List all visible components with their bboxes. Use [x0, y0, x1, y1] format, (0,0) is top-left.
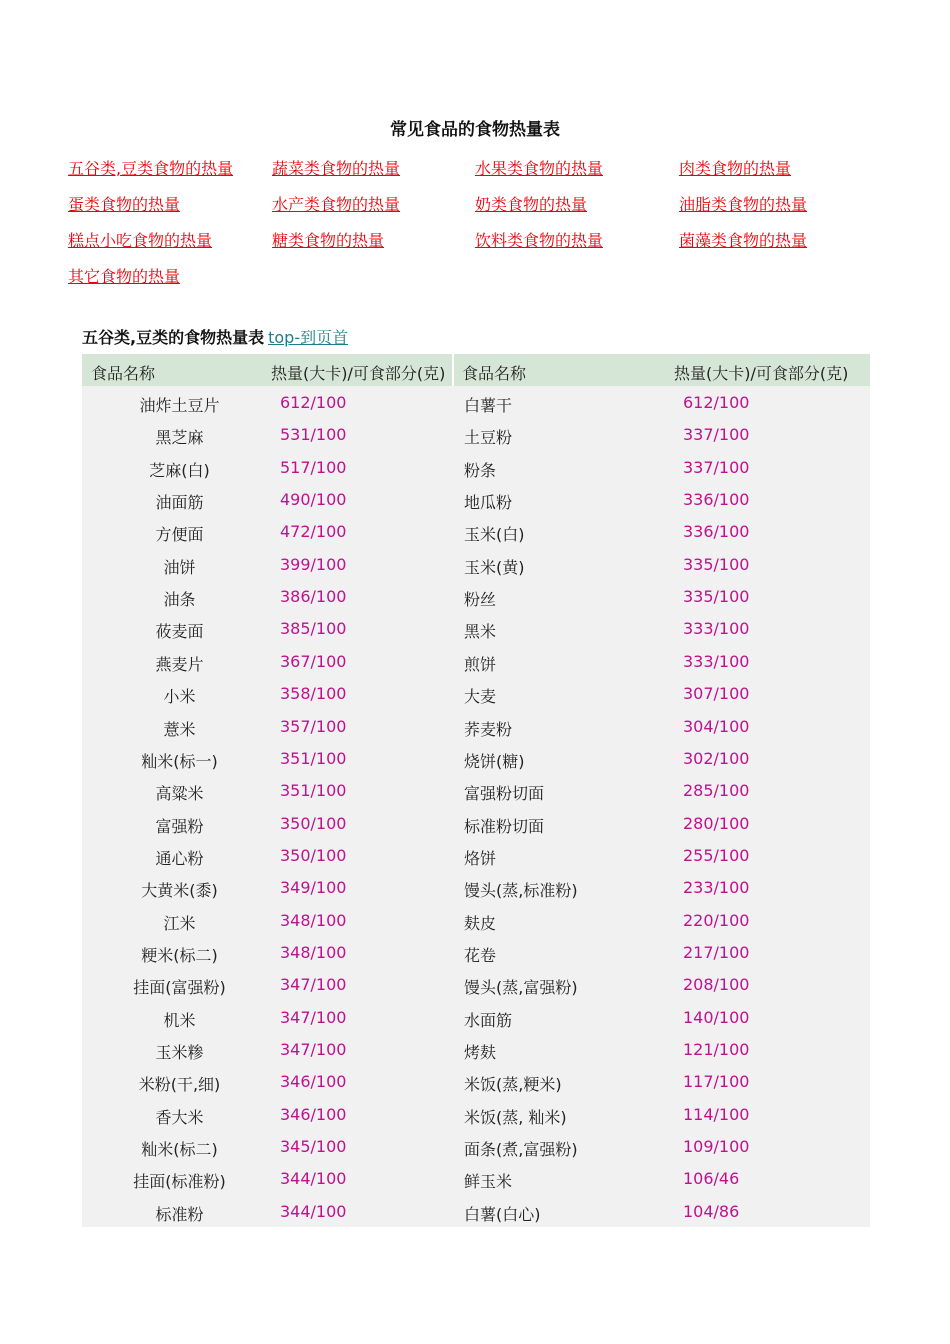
table-row: [82, 1099, 870, 1131]
calories-right: 121/100: [683, 1040, 750, 1059]
nav-link-fruits[interactable]: 水果类食物的热量: [475, 159, 604, 178]
food-name-left: 粳米(标二): [141, 945, 218, 965]
food-name-right: 白薯干: [464, 396, 513, 415]
table-header: [82, 354, 870, 386]
nav-link-others[interactable]: 其它食物的热量: [68, 267, 181, 286]
food-name-left: 油条: [163, 590, 196, 610]
food-name-right: 馒头(蒸,标准粉): [464, 881, 578, 901]
header-calories-right: 热量(大卡)/可食部分(克): [674, 364, 849, 383]
table-row: [82, 711, 870, 743]
food-name-left: 大黄米(黍): [141, 881, 218, 901]
table-row: [82, 484, 870, 516]
nav-link-oils[interactable]: 油脂类食物的热量: [679, 195, 808, 214]
food-name-left: 油饼: [163, 557, 196, 577]
table-row: [82, 581, 870, 613]
nav-link-meats[interactable]: 肉类食物的热量: [679, 159, 792, 178]
food-name-right: 粉条: [464, 460, 497, 480]
header-food-name-right: 食品名称: [462, 364, 527, 383]
table-row: [82, 613, 870, 645]
food-name-left: 通心粉: [155, 848, 204, 868]
food-name-right: 玉米(白): [464, 525, 525, 545]
calories-left: 349/100: [280, 878, 347, 898]
calories-left: 344/100: [280, 1201, 347, 1221]
food-name-left: 薏米: [163, 719, 196, 739]
food-name-left: 籼米(标一): [141, 751, 218, 771]
table-row: [82, 387, 870, 419]
calories-right: 337/100: [683, 425, 750, 445]
calories-left: 472/100: [280, 522, 347, 542]
calories-right: 304/100: [683, 716, 750, 736]
calories-right: 302/100: [683, 748, 750, 768]
calories-left: 350/100: [280, 845, 347, 865]
page-title: 常见食品的食物热量表: [390, 120, 560, 140]
food-name-left: 小米: [163, 687, 196, 707]
table-row: [82, 743, 870, 775]
nav-link-eggs[interactable]: 蛋类食物的热量: [68, 195, 181, 214]
nav-link-snacks[interactable]: 糕点小吃食物的热量: [68, 231, 213, 250]
nav-link-fungi-algae[interactable]: 菌藻类食物的热量: [679, 231, 808, 250]
food-name-right: 馒头(蒸,富强粉): [464, 978, 578, 998]
nav-link-drinks[interactable]: 饮料类食物的热量: [475, 231, 604, 250]
table-row: [82, 1131, 870, 1163]
food-name-right: 麸皮: [464, 913, 497, 933]
food-name-right: 黑米: [464, 622, 497, 642]
food-name-right: 米饭(蒸, 籼米): [464, 1107, 567, 1127]
section-title: 五谷类,豆类的食物热量表: [82, 328, 265, 347]
table-row: [82, 937, 870, 969]
food-name-left: 籼米(标二): [141, 1140, 218, 1160]
calories-left: 385/100: [280, 619, 347, 639]
table-row: [82, 1066, 870, 1098]
table-row: [82, 419, 870, 451]
calories-left: 357/100: [280, 716, 347, 736]
calories-right: 140/100: [683, 1007, 750, 1027]
food-name-left: 米粉(干,细): [138, 1075, 221, 1095]
calories-left: 348/100: [280, 942, 347, 962]
header-calories-left: 热量(大卡)/可食部分(克): [271, 364, 446, 383]
food-name-right: 白薯(白心): [464, 1204, 541, 1224]
food-name-left: 挂面(标准粉): [133, 1172, 226, 1192]
food-name-right: 玉米(黄): [464, 557, 525, 577]
calories-left: 517/100: [280, 457, 347, 477]
food-name-left: 莜麦面: [155, 622, 204, 642]
table-row: [82, 969, 870, 1001]
food-name-right: 土豆粉: [464, 428, 513, 448]
nav-link-dairy[interactable]: 奶类食物的热量: [475, 195, 588, 214]
calories-left: 347/100: [280, 1007, 347, 1027]
food-name-right: 荞麦粉: [464, 719, 513, 739]
calories-right: 109/100: [683, 1137, 750, 1157]
calories-left: 351/100: [280, 781, 347, 801]
table-row: [82, 775, 870, 807]
calories-right: 285/100: [683, 781, 750, 801]
table-row: [82, 452, 870, 484]
top-link[interactable]: top-到页首: [268, 328, 349, 347]
food-name-right: 鲜玉米: [464, 1172, 513, 1192]
calories-left: 350/100: [280, 813, 347, 833]
calories-right: 612/100: [683, 393, 750, 412]
food-name-right: 粉丝: [464, 590, 497, 610]
calories-right: 233/100: [683, 878, 750, 898]
calories-left: 345/100: [280, 1137, 347, 1157]
nav-link-seafood[interactable]: 水产类食物的热量: [272, 195, 401, 214]
calories-left: 531/100: [280, 425, 347, 445]
food-name-right: 大麦: [464, 687, 497, 707]
food-name-left: 富强粉: [155, 816, 204, 836]
calories-left: 346/100: [280, 1072, 347, 1092]
food-name-right: 地瓜粉: [464, 493, 513, 513]
calories-left: 386/100: [280, 587, 347, 607]
calories-right: 217/100: [683, 942, 750, 962]
calories-left: 351/100: [280, 748, 347, 768]
calories-right: 333/100: [683, 619, 750, 639]
calories-left: 347/100: [280, 1040, 347, 1059]
food-name-right: 花卷: [464, 945, 497, 965]
food-name-left: 挂面(富强粉): [133, 978, 226, 998]
food-name-right: 烧饼(糖): [464, 751, 525, 771]
table-row: [82, 872, 870, 904]
table-row: [82, 1034, 870, 1066]
calories-right: 220/100: [683, 910, 750, 930]
food-name-left: 玉米糁: [155, 1043, 204, 1062]
food-name-right: 煎饼: [464, 654, 497, 674]
calories-left: 348/100: [280, 910, 347, 930]
calories-right: 208/100: [683, 975, 750, 995]
table-row: [82, 1163, 870, 1195]
calories-right: 335/100: [683, 587, 750, 607]
calories-right: 114/100: [683, 1104, 750, 1124]
calories-left: 346/100: [280, 1104, 347, 1124]
calories-left: 399/100: [280, 554, 347, 574]
calories-right: 337/100: [683, 457, 750, 477]
calories-left: 347/100: [280, 975, 347, 995]
food-name-right: 烤麸: [464, 1043, 497, 1062]
calorie-table: [82, 354, 870, 1227]
nav-link-grains-beans[interactable]: 五谷类,豆类食物的热量: [68, 159, 234, 178]
calories-left: 358/100: [280, 684, 347, 704]
table-row: [82, 516, 870, 548]
food-name-left: 燕麦片: [155, 654, 204, 674]
calories-right: 117/100: [683, 1072, 750, 1092]
calories-right: 336/100: [683, 490, 750, 510]
calories-right: 104/86: [683, 1201, 740, 1221]
calories-right: 255/100: [683, 845, 750, 865]
calories-right: 106/46: [683, 1169, 740, 1189]
food-name-left: 机米: [163, 1010, 196, 1030]
food-name-left: 标准粉: [155, 1204, 204, 1224]
food-name-left: 油面筋: [155, 493, 204, 513]
header-food-name-left: 食品名称: [91, 364, 156, 383]
food-name-right: 标准粉切面: [464, 816, 545, 836]
calories-right: 307/100: [683, 684, 750, 704]
header-divider: [452, 354, 454, 386]
calories-right: 333/100: [683, 651, 750, 671]
table-row: [82, 808, 870, 840]
table-row: [82, 840, 870, 872]
calories-left: 344/100: [280, 1169, 347, 1189]
food-name-right: 面条(煮,富强粉): [464, 1140, 578, 1160]
table-row: [82, 905, 870, 937]
calories-right: 280/100: [683, 813, 750, 833]
table-row: [82, 646, 870, 678]
table-row: [82, 549, 870, 581]
food-name-right: 水面筋: [464, 1010, 513, 1030]
calories-left: 490/100: [280, 490, 347, 510]
calories-left: 612/100: [280, 393, 347, 412]
nav-link-vegetables[interactable]: 蔬菜类食物的热量: [272, 159, 401, 178]
calories-right: 336/100: [683, 522, 750, 542]
food-name-right: 烙饼: [464, 848, 497, 868]
nav-link-sugars[interactable]: 糖类食物的热量: [272, 231, 385, 250]
food-name-left: 方便面: [155, 525, 204, 545]
food-name-left: 香大米: [155, 1107, 204, 1127]
calories-right: 335/100: [683, 554, 750, 574]
table-row: [82, 1002, 870, 1034]
food-name-left: 芝麻(白): [149, 460, 210, 480]
food-name-left: 江米: [163, 913, 196, 933]
food-name-left: 高粱米: [155, 784, 204, 804]
table-row: [82, 678, 870, 710]
food-name-left: 油炸土豆片: [139, 396, 220, 415]
table-row: [82, 1196, 870, 1228]
calories-left: 367/100: [280, 651, 347, 671]
food-name-right: 富强粉切面: [464, 784, 545, 804]
food-name-left: 黑芝麻: [155, 428, 204, 448]
section-heading: [82, 325, 348, 348]
food-name-right: 米饭(蒸,粳米): [464, 1075, 562, 1095]
